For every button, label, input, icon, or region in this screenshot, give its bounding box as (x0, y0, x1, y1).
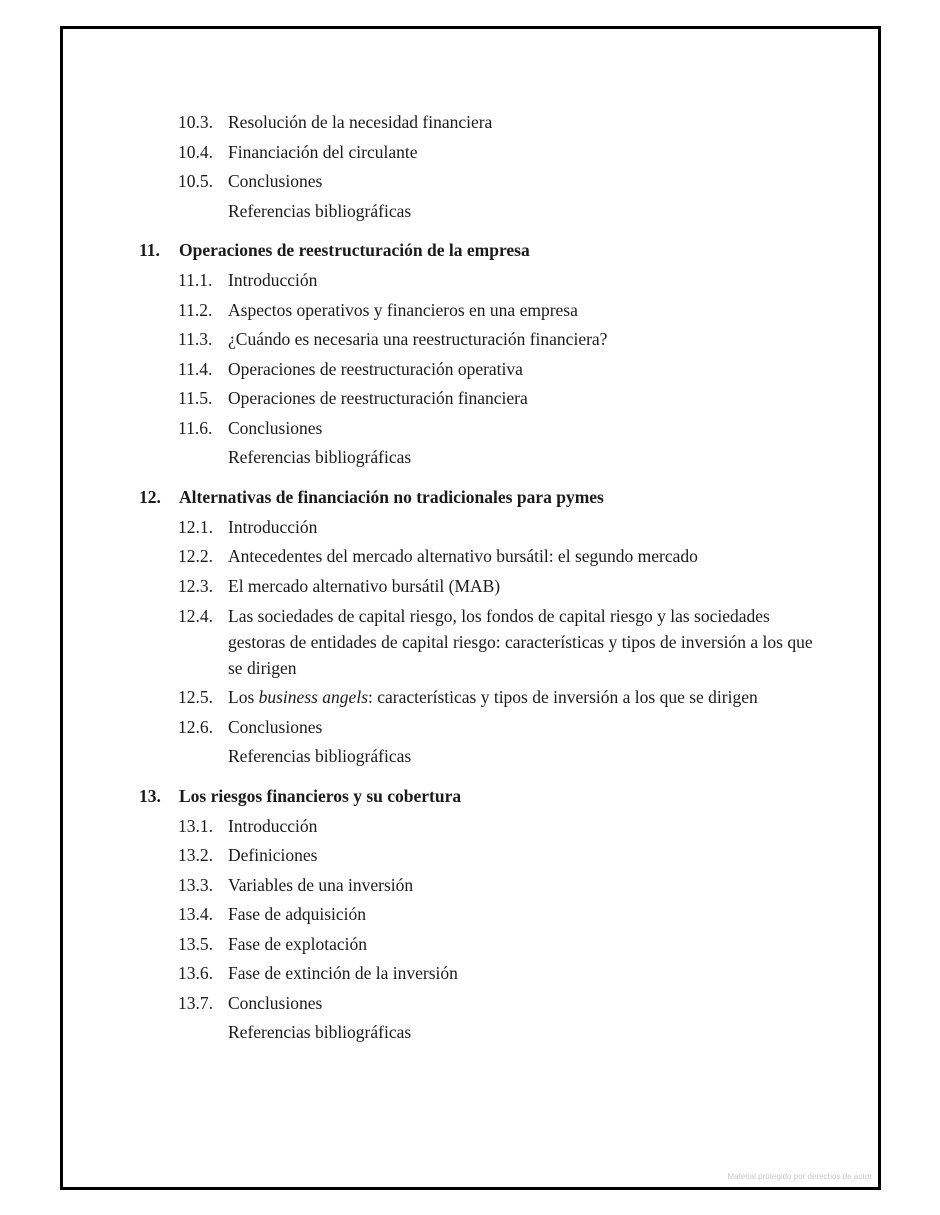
toc-entry (63, 601, 878, 683)
toc-entry-title: Conclusiones (228, 417, 323, 438)
toc-entry (63, 572, 878, 602)
toc-entry-number: 13.1. (178, 815, 213, 836)
toc-entry-number: 12.5. (178, 687, 213, 707)
toc-entry-number: 12.6. (178, 716, 213, 737)
toc-entry (63, 355, 878, 385)
toc-entry-title-emphasis: business angels (258, 687, 368, 707)
chapter-heading-11 (63, 235, 878, 266)
toc-entry-number: 11.2. (178, 299, 213, 320)
toc-entry-title: Fase de explotación (228, 933, 367, 954)
toc-entry-title: ¿Cuándo es necesaria una reestructuración financiera? (228, 329, 608, 349)
toc-entry (63, 108, 878, 138)
toc-entry-number: 11.5. (178, 388, 213, 408)
toc-entry (63, 713, 878, 743)
toc-entry-title: Conclusiones (228, 992, 323, 1013)
toc-entry (63, 296, 878, 326)
toc-entry-title: Variables de una inversión (228, 874, 414, 895)
toc-entry-title: Financiación del circulante (228, 141, 418, 162)
toc-entry (63, 266, 878, 296)
toc-entry-title: Las sociedades de capital riesgo, los fondos de capital riesgo y las sociedades gestoras de entidades de capital riesgo: características y tipos de inversión a los que se dirigen (228, 606, 813, 678)
toc-entry (63, 930, 878, 960)
toc-references (63, 1018, 878, 1048)
chapter-number: 12. (139, 486, 161, 507)
toc-references-label: Referencias bibliográficas (228, 1022, 412, 1042)
toc-entry-number: 12.2. (178, 546, 213, 566)
toc-entry-number: 11.4. (178, 358, 213, 379)
toc-entry (63, 841, 878, 871)
toc-entry-number: 10.5. (178, 171, 213, 191)
toc-references-label: Referencias bibliográficas (228, 746, 412, 766)
toc-references (63, 443, 878, 473)
toc-entry-number: 13.5. (178, 933, 213, 954)
toc-entry-title: El mercado alternativo bursátil (MAB) (228, 575, 501, 596)
toc-entry-number: 11.3. (178, 329, 213, 349)
toc-entry-title: Operaciones de reestructuración operativa (228, 358, 523, 379)
toc-references (63, 197, 878, 227)
toc-entry-title (228, 683, 818, 713)
chapter-title: Los riesgos financieros y su cobertura (179, 785, 462, 806)
toc-entry-title: Fase de extinción de la inversión (228, 963, 458, 983)
toc-entry-number: 13.4. (178, 904, 213, 924)
toc-entry (63, 414, 878, 444)
toc-entry (63, 812, 878, 842)
toc-entry-number: 12.3. (178, 575, 213, 596)
toc-entry (63, 542, 878, 572)
toc-entry-title: Fase de adquisición (228, 904, 367, 924)
toc-entry-title: Antecedentes del mercado alternativo bursátil: el segundo mercado (228, 546, 698, 566)
toc-entry (63, 325, 878, 355)
toc-entry (63, 138, 878, 168)
toc-entry-title: Resolución de la necesidad financiera (228, 112, 493, 132)
toc-references (63, 742, 878, 772)
toc-entry (63, 989, 878, 1019)
chapter-number: 11. (139, 240, 160, 260)
toc-entry-title: Operaciones de reestructuración financiera (228, 388, 528, 408)
chapter-number: 13. (139, 785, 161, 806)
toc-entry-title-prefix: Los (228, 687, 259, 707)
toc-entry-title-suffix: : características y tipos de inversión a los que se dirigen (368, 687, 758, 707)
toc-references-label: Referencias bibliográficas (228, 200, 412, 221)
toc-entry-number: 10.4. (178, 141, 213, 162)
toc-references-label: Referencias bibliográficas (228, 447, 412, 467)
toc-entry-title: Conclusiones (228, 171, 323, 191)
toc-entry (63, 900, 878, 930)
toc-entry-number: 11.6. (178, 417, 213, 438)
toc-entry-title: Introducción (228, 516, 318, 537)
chapter-heading-12 (63, 482, 878, 513)
page-frame (60, 26, 881, 1190)
chapter-heading-13 (63, 781, 878, 812)
toc-entry-number: 12.4. (178, 606, 213, 626)
toc-entry (63, 513, 878, 543)
toc-entry-number: 12.1. (178, 516, 213, 537)
toc-entry-title: Introducción (228, 815, 318, 836)
toc-entry-number: 13.7. (178, 992, 213, 1013)
toc-entry-title: Aspectos operativos y financieros en una empresa (228, 299, 578, 320)
toc-entry-number: 13.6. (178, 963, 213, 983)
toc-entry-number: 11.1. (178, 270, 213, 290)
toc-entry (63, 683, 878, 713)
toc-entry-title: Definiciones (228, 845, 318, 865)
toc-entry-number: 10.3. (178, 112, 213, 132)
toc-entry (63, 871, 878, 901)
copyright-watermark: Material protegido por derechos de autor (727, 1172, 872, 1181)
chapter-title: Alternativas de financiación no tradicionales para pymes (179, 486, 604, 507)
toc-entry-number: 13.2. (178, 845, 213, 865)
toc-entry (63, 167, 878, 197)
toc-entry-title: Introducción (228, 270, 318, 290)
toc-entry (63, 959, 878, 989)
chapter-title: Operaciones de reestructuración de la empresa (179, 240, 530, 260)
toc-entry-number: 13.3. (178, 874, 213, 895)
toc-entry-title: Conclusiones (228, 716, 323, 737)
table-of-contents (63, 108, 878, 1048)
toc-entry (63, 384, 878, 414)
